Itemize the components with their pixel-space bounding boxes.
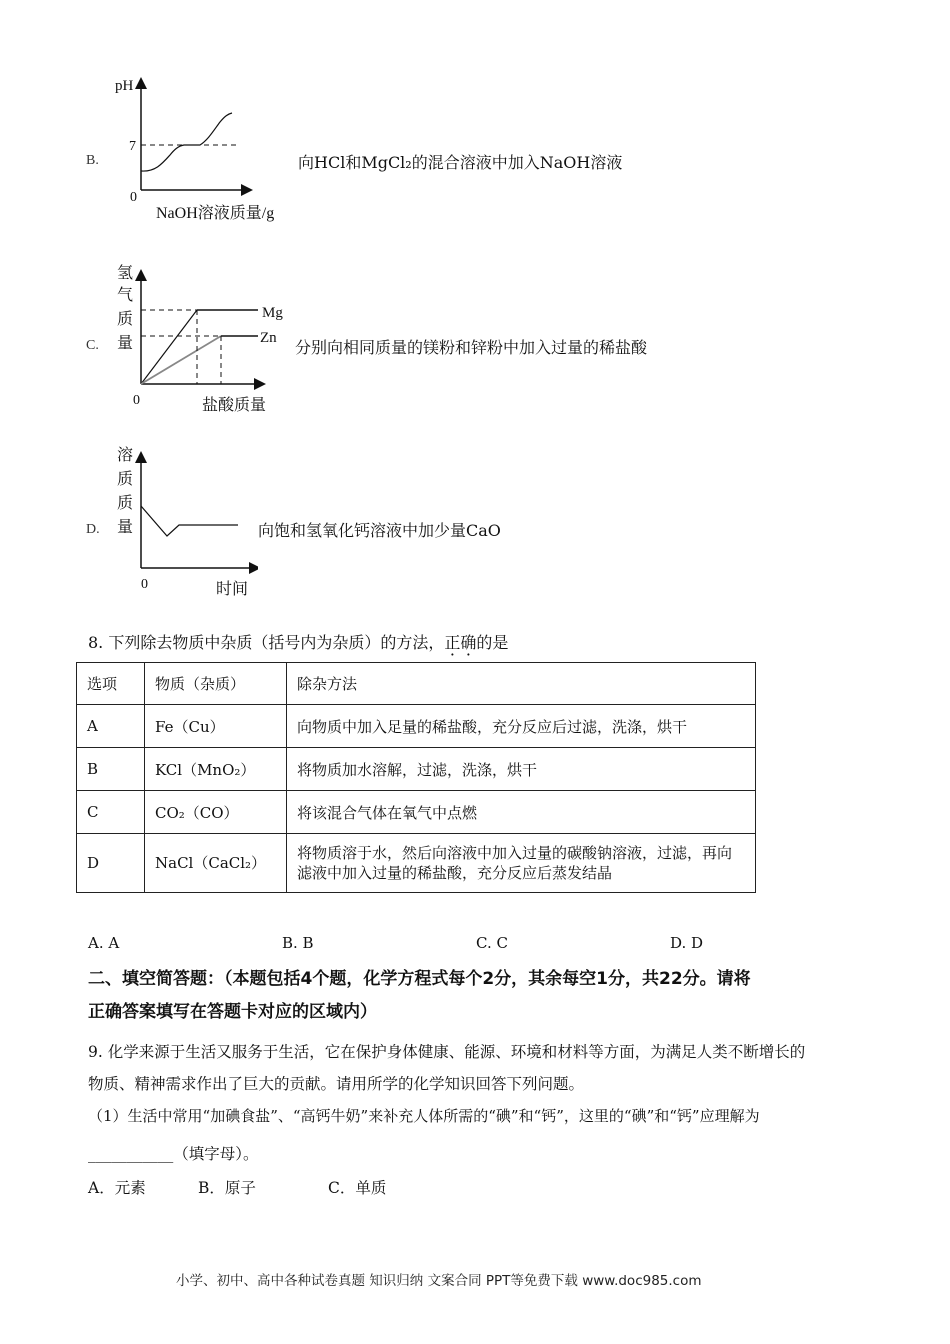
q9-sub1-line-2: ___________（填字母）。: [88, 1145, 259, 1163]
table-row: [77, 834, 756, 893]
y-label-char-4: 量: [117, 519, 134, 536]
option-d-letter: D.: [86, 522, 100, 537]
q8-emphasis-2: 确: [460, 633, 477, 652]
origin-label: 0: [130, 190, 137, 205]
table-cell: CO₂（CO）: [145, 791, 287, 834]
origin-label: 0: [141, 577, 148, 592]
q9-choice-a: A．元素: [88, 1179, 146, 1197]
zn-label: Zn: [260, 330, 277, 346]
section-2-line-1: 二、填空简答题：（本题包括4个题，化学方程式每个2分，其余每空1分，共22分。请将: [88, 969, 751, 989]
answer-choice-a: A. A: [88, 934, 120, 952]
q8-stem-part-a: 8. 下列除去物质中杂质（括号内为杂质）的方法，: [88, 633, 445, 652]
hydrogen-graph: [108, 260, 298, 420]
ph7-tick-label: 7: [129, 139, 136, 154]
zn-line: [141, 336, 221, 384]
table-row: [77, 705, 756, 748]
option-b-description: 向HCl和MgCl₂的混合溶液中加入NaOH溶液: [298, 153, 623, 172]
y-label-char-4: 量: [117, 335, 134, 352]
section-2-line-2: 正确答案填写在答题卡对应的区域内）: [88, 1002, 377, 1022]
table-cell: KCl（MnO₂）: [145, 748, 287, 791]
ph-curve: [141, 113, 232, 171]
table-cell: NaCl（CaCl₂）: [145, 834, 287, 893]
q9-choice-b: B．原子: [198, 1179, 256, 1197]
x-axis-label: 盐酸质量: [202, 397, 267, 414]
table-cell: 将物质溶于水，然后向溶液中加入过量的碳酸钠溶液，过滤，再向滤液中加入过量的稀盐酸，充分反应后蒸发结晶: [287, 834, 756, 893]
question-8-stem: [88, 630, 508, 653]
mg-line: [141, 310, 197, 384]
answer-choice-c: C. C: [476, 934, 508, 952]
section-2-heading: [88, 963, 878, 1029]
y-label-char-3: 质: [117, 495, 134, 512]
option-c-description: 分别向相同质量的镁粉和锌粉中加入过量的稀盐酸: [295, 338, 648, 357]
ph-axis-label: pH: [115, 78, 134, 94]
q8-emphasis-1: 正: [444, 633, 461, 652]
answer-choice-b: B. B: [282, 934, 314, 952]
q9-line-1: 9. 化学来源于生活又服务于生活，它在保护身体健康、能源、环境和材料等方面，为满足人类不断增长的: [88, 1043, 806, 1061]
table-cell: B: [77, 748, 145, 791]
table-cell: 将该混合气体在氧气中点燃: [287, 791, 756, 834]
y-label-char-2: 质: [117, 471, 134, 488]
x-axis-label: NaOH溶液质量/g: [156, 205, 275, 222]
solute-curve: [141, 506, 238, 536]
x-axis-label: 时间: [216, 581, 249, 598]
table-row: [77, 791, 756, 834]
option-c-letter: C.: [86, 338, 99, 353]
option-b-letter: B.: [86, 153, 99, 168]
table-header-row: [77, 663, 756, 705]
q9-sub1-line-1: （1）生活中常用“加碘食盐”、“高钙牛奶”来补充人体所需的“碘”和“钙”，这里的“碘”和“钙”应理解为: [88, 1107, 760, 1125]
table-cell: 将物质加水溶解，过滤，洗涤，烘干: [287, 748, 756, 791]
q9-choice-c: C．单质: [328, 1179, 387, 1197]
answer-choice-d: D. D: [670, 934, 704, 952]
question-9: [88, 1036, 878, 1204]
q9-line-2: 物质、精神需求作出了巨大的贡献。请用所学的化学知识回答下列问题。: [88, 1075, 585, 1093]
q9-choices: [88, 1172, 878, 1204]
table-cell: C: [77, 791, 145, 834]
page-footer: 小学、初中、高中各种试卷真题 知识归纳 文案合同 PPT等免费下载 www.doc985.com: [176, 1273, 702, 1289]
y-label-char-2: 气: [117, 287, 134, 304]
solute-mass-graph: [108, 440, 258, 600]
table-row: [77, 748, 756, 791]
table-cell: Fe（Cu）: [145, 705, 287, 748]
origin-label: 0: [133, 393, 140, 408]
q8-stem-part-b: 的是: [476, 633, 509, 652]
option-d-description: 向饱和氢氧化钙溶液中加少量CaO: [258, 521, 501, 540]
y-label-char-1: 溶: [117, 447, 134, 464]
mg-label: Mg: [262, 305, 283, 321]
table-cell: D: [77, 834, 145, 893]
table-cell: 向物质中加入足量的稀盐酸，充分反应后过滤，洗涤，烘干: [287, 705, 756, 748]
q8-options-table: [76, 662, 756, 893]
header-cell: 物质（杂质）: [145, 663, 287, 705]
header-cell: 除杂方法: [287, 663, 756, 705]
header-cell: 选项: [77, 663, 145, 705]
y-label-char-3: 质: [117, 311, 134, 328]
ph-graph: [100, 68, 310, 228]
y-label-char-1: 氢: [117, 265, 134, 282]
table-cell: A: [77, 705, 145, 748]
